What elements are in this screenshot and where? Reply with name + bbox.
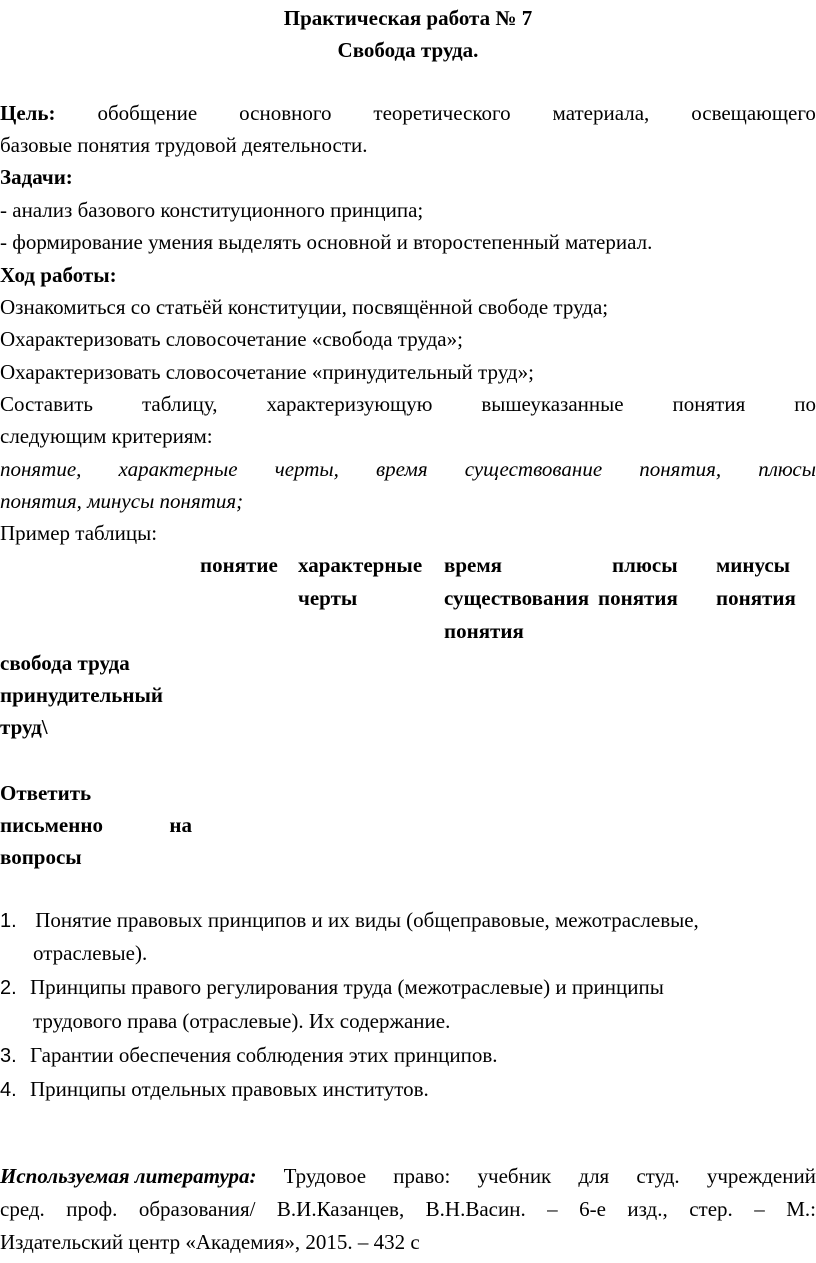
literature-word: 6-е (579, 1197, 606, 1221)
criteria-line-1 (0, 454, 816, 484)
table-task-word: понятия (672, 392, 746, 416)
goal-label: Цель: (0, 101, 56, 125)
workflow-step: Охарактеризовать словосочетание «принудительный труд»; (0, 360, 534, 384)
question-number: 1. (0, 910, 17, 932)
goal-word: основного (239, 101, 332, 125)
criteria-word: понятия, (639, 457, 722, 481)
task-item: - анализ базового конституционного принципа; (0, 198, 424, 222)
table-task-word: Составить (0, 392, 94, 416)
literature-word: стер. (689, 1197, 733, 1221)
literature-word: образования/ (138, 1197, 256, 1221)
literature-line-1 (0, 1161, 816, 1191)
question-text: Понятие правовых принципов и их виды (общеправовые, межотраслевые, (30, 908, 699, 932)
question-item (0, 905, 816, 936)
literature-line-3: Издательский центр «Академия», 2015. – 432 с (0, 1230, 420, 1254)
answer-prompt-line-3: вопросы (0, 845, 82, 869)
table-header-time: время (444, 553, 503, 577)
question-text-continued: трудового права (отраслевые). Их содержание. (33, 1009, 451, 1033)
literature-word: М.: (786, 1197, 816, 1221)
criteria-word: время (376, 457, 428, 481)
criteria-word: характерные (118, 457, 238, 481)
question-number: 2. (0, 977, 17, 999)
literature-word: учреждений (706, 1164, 816, 1188)
question-text: Гарантии обеспечения соблюдения этих принципов. (30, 1043, 498, 1067)
goal-word: освещающего (691, 101, 816, 125)
table-header-time: понятия (444, 619, 524, 643)
literature-word: – (754, 1197, 765, 1221)
literature-word: В.И.Казанцев, (276, 1197, 405, 1221)
workflow-step: Ознакомиться со статьёй конституции, посвящённой свободе труда; (0, 295, 609, 319)
question-item (0, 1074, 816, 1105)
table-task-word: по (794, 392, 816, 416)
literature-word: студ. (636, 1164, 680, 1188)
literature-word: для (578, 1164, 610, 1188)
table-task-line-2: следующим критериям: (0, 424, 213, 448)
goal-word: материала, (552, 101, 650, 125)
table-header-cons: минусы (716, 553, 791, 577)
table-header-time: существования (444, 586, 590, 610)
task-item: - формирование умения выделять основной и второстепенный материал. (0, 230, 653, 254)
workflow-label: Ход работы: (0, 263, 117, 287)
table-task-word: характеризующую (266, 392, 433, 416)
answer-prompt-line-1: Ответить (0, 781, 92, 805)
table-row-label: свобода труда (0, 651, 130, 675)
literature-word: изд., (627, 1197, 668, 1221)
question-text: Принципы отдельных правовых институтов. (30, 1077, 429, 1101)
table-header-pros: понятия (598, 586, 678, 610)
literature-word: Трудовое (283, 1164, 367, 1188)
table-row-label: принудительный (0, 683, 163, 707)
question-text-continued: отраслевые). (33, 941, 148, 965)
goal-word: теоретического (373, 101, 511, 125)
criteria-line-2: понятия, минусы понятия; (0, 489, 244, 513)
question-item (0, 1040, 816, 1071)
table-header-cons: понятия (716, 586, 796, 610)
question-number: 4. (0, 1079, 17, 1101)
question-item (0, 972, 816, 1003)
example-table-label: Пример таблицы: (0, 521, 158, 545)
criteria-word: существование (464, 457, 603, 481)
question-text: Принципы правого регулирования труда (межотраслевые) и принципы (30, 975, 664, 999)
criteria-word: понятие, (0, 457, 82, 481)
question-number: 3. (0, 1045, 17, 1067)
goal-word: обобщение (97, 101, 198, 125)
answer-prompt-word: письменно (0, 813, 103, 837)
literature-word: проф. (66, 1197, 118, 1221)
literature-label: Используемая литература: (0, 1164, 257, 1188)
goal-line-1 (0, 98, 816, 128)
table-header-concept: понятие (200, 553, 278, 577)
goal-line-2: базовые понятия трудовой деятельности. (0, 133, 368, 157)
literature-word: сред. (0, 1197, 45, 1221)
table-task-word: таблицу, (141, 392, 218, 416)
criteria-word: черты, (274, 457, 339, 481)
tasks-label: Задачи: (0, 165, 73, 189)
literature-word: – (547, 1197, 558, 1221)
document-subtitle: Свобода труда. (337, 38, 479, 62)
table-task-line-1 (0, 389, 816, 419)
answer-prompt-line-2 (0, 810, 192, 840)
criteria-word: плюсы (758, 457, 816, 481)
answer-prompt-word: на (169, 813, 192, 837)
workflow-step: Охарактеризовать словосочетание «свобода труда»; (0, 327, 463, 351)
literature-word: учебник (477, 1164, 552, 1188)
literature-word: В.Н.Васин. (425, 1197, 526, 1221)
literature-word: право: (393, 1164, 451, 1188)
table-header-features: черты (298, 586, 358, 610)
table-row-label: труд\ (0, 715, 48, 739)
table-task-word: вышеуказанные (481, 392, 624, 416)
literature-line-2 (0, 1194, 816, 1224)
table-header-pros: плюсы (612, 553, 678, 577)
document-title: Практическая работа № 7 (283, 6, 533, 30)
table-header-features: характерные (298, 553, 423, 577)
